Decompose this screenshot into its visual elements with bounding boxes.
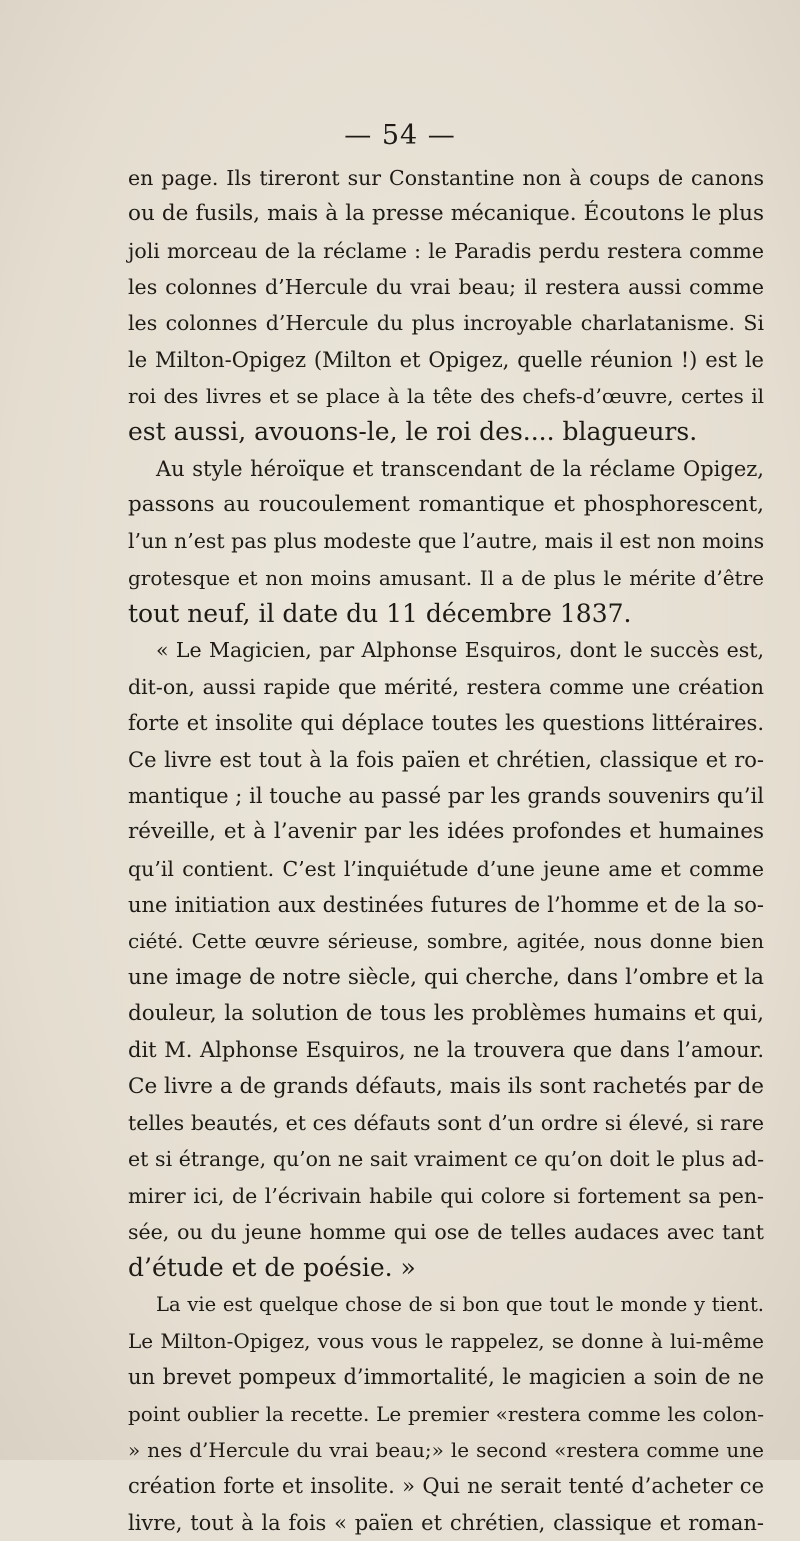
text-line: La vie est quelque chose de si bon que tout le monde y tient. — [156, 1292, 764, 1316]
text-line: et si étrange, qu’on ne sait vraiment ce qu’on doit le plus ad- — [128, 1147, 764, 1172]
text-line: une image de notre siècle, qui cherche, dans l’ombre et la — [128, 964, 764, 990]
text-line: » nes d’Hercule du vrai beau;» le second «restera comme une — [128, 1438, 764, 1463]
text-line: dit-on, aussi rapide que mérité, restera comme une création — [128, 674, 764, 699]
text-line: roi des livres et se place à la tête des chefs-d’œuvre, certes il — [128, 384, 764, 409]
text-line: les colonnes d’Hercule du vrai beau; il restera aussi comme — [128, 275, 764, 300]
text-line: mirer ici, de l’écrivain habile qui colore si fortement sa pen- — [128, 1183, 764, 1208]
text-line: joli morceau de la réclame : le Paradis perdu restera comme — [128, 238, 764, 263]
text-line: ou de fusils, mais à la presse mécanique. Écoutons le plus — [128, 201, 764, 227]
text-line: dit M. Alphonse Esquiros, ne la trouvera que dans l’amour. — [128, 1038, 764, 1063]
text-line: en page. Ils tireront sur Constantine non à coups de canons — [128, 166, 764, 190]
text-line: Ce livre a de grands défauts, mais ils sont rachetés par de — [128, 1073, 764, 1099]
text-line: sée, ou du jeune homme qui ose de telles audaces avec tant — [128, 1219, 764, 1244]
text-line: grotesque et non moins amusant. Il a de plus le mérite d’être — [128, 565, 764, 590]
body-text — [128, 160, 764, 1541]
text-line: d’étude et de poésie. » — [128, 1253, 416, 1283]
text-line: telles beautés, et ces défauts sont d’un ordre si élevé, si rare — [128, 1110, 764, 1135]
text-line: le Milton-Opigez (Milton et Opigez, quelle réunion !) est le — [128, 347, 764, 372]
text-line: Au style héroïque et transcendant de la réclame Opigez, — [156, 456, 764, 481]
text-line: ciété. Cette œuvre sérieuse, sombre, agitée, nous donne bien — [128, 929, 764, 954]
text-line: point oublier la recette. Le premier «restera comme les colon- — [128, 1401, 764, 1426]
text-line: création forte et insolite. » Qui ne serait tenté d’acheter ce — [128, 1474, 764, 1499]
text-line: passons au roucoulement romantique et phosphorescent, — [128, 492, 764, 518]
text-line: une initiation aux destinées futures de l’homme et de la so- — [128, 892, 764, 917]
text-line: livre, tout à la fois « païen et chrétien, classique et roman- — [128, 1510, 764, 1535]
text-line: tout neuf, il date du 11 décembre 1837. — [128, 599, 632, 629]
text-line: est aussi, avouons-le, le roi des.... blagueurs. — [128, 417, 698, 447]
text-line: « Le Magicien, par Alphonse Esquiros, dont le succès est, — [156, 638, 764, 663]
text-line: l’un n’est pas plus modeste que l’autre, mais il est non moins — [128, 529, 765, 554]
text-line: douleur, la solution de tous les problèmes humains et qui, — [128, 1000, 764, 1026]
text-line: qu’il contient. C’est l’inquiétude d’une jeune ame et comme — [128, 856, 764, 881]
page-number: — 54 — — [344, 120, 456, 151]
text-line: mantique ; il touche au passé par les grands souvenirs qu’il — [128, 783, 764, 808]
text-line: Le Milton-Opigez, vous vous le rappelez, se donne à lui-même — [128, 1329, 764, 1353]
text-line: réveille, et à l’avenir par les idées profondes et humaines — [128, 819, 764, 845]
text-line: forte et insolite qui déplace toutes les questions littéraires. — [128, 711, 764, 736]
text-line: un brevet pompeux d’immortalité, le magicien a soin de ne — [128, 1365, 764, 1390]
text-line: les colonnes d’Hercule du plus incroyable charlatanisme. Si — [128, 311, 764, 336]
text-line: Ce livre est tout à la fois païen et chrétien, classique et ro- — [128, 747, 764, 772]
